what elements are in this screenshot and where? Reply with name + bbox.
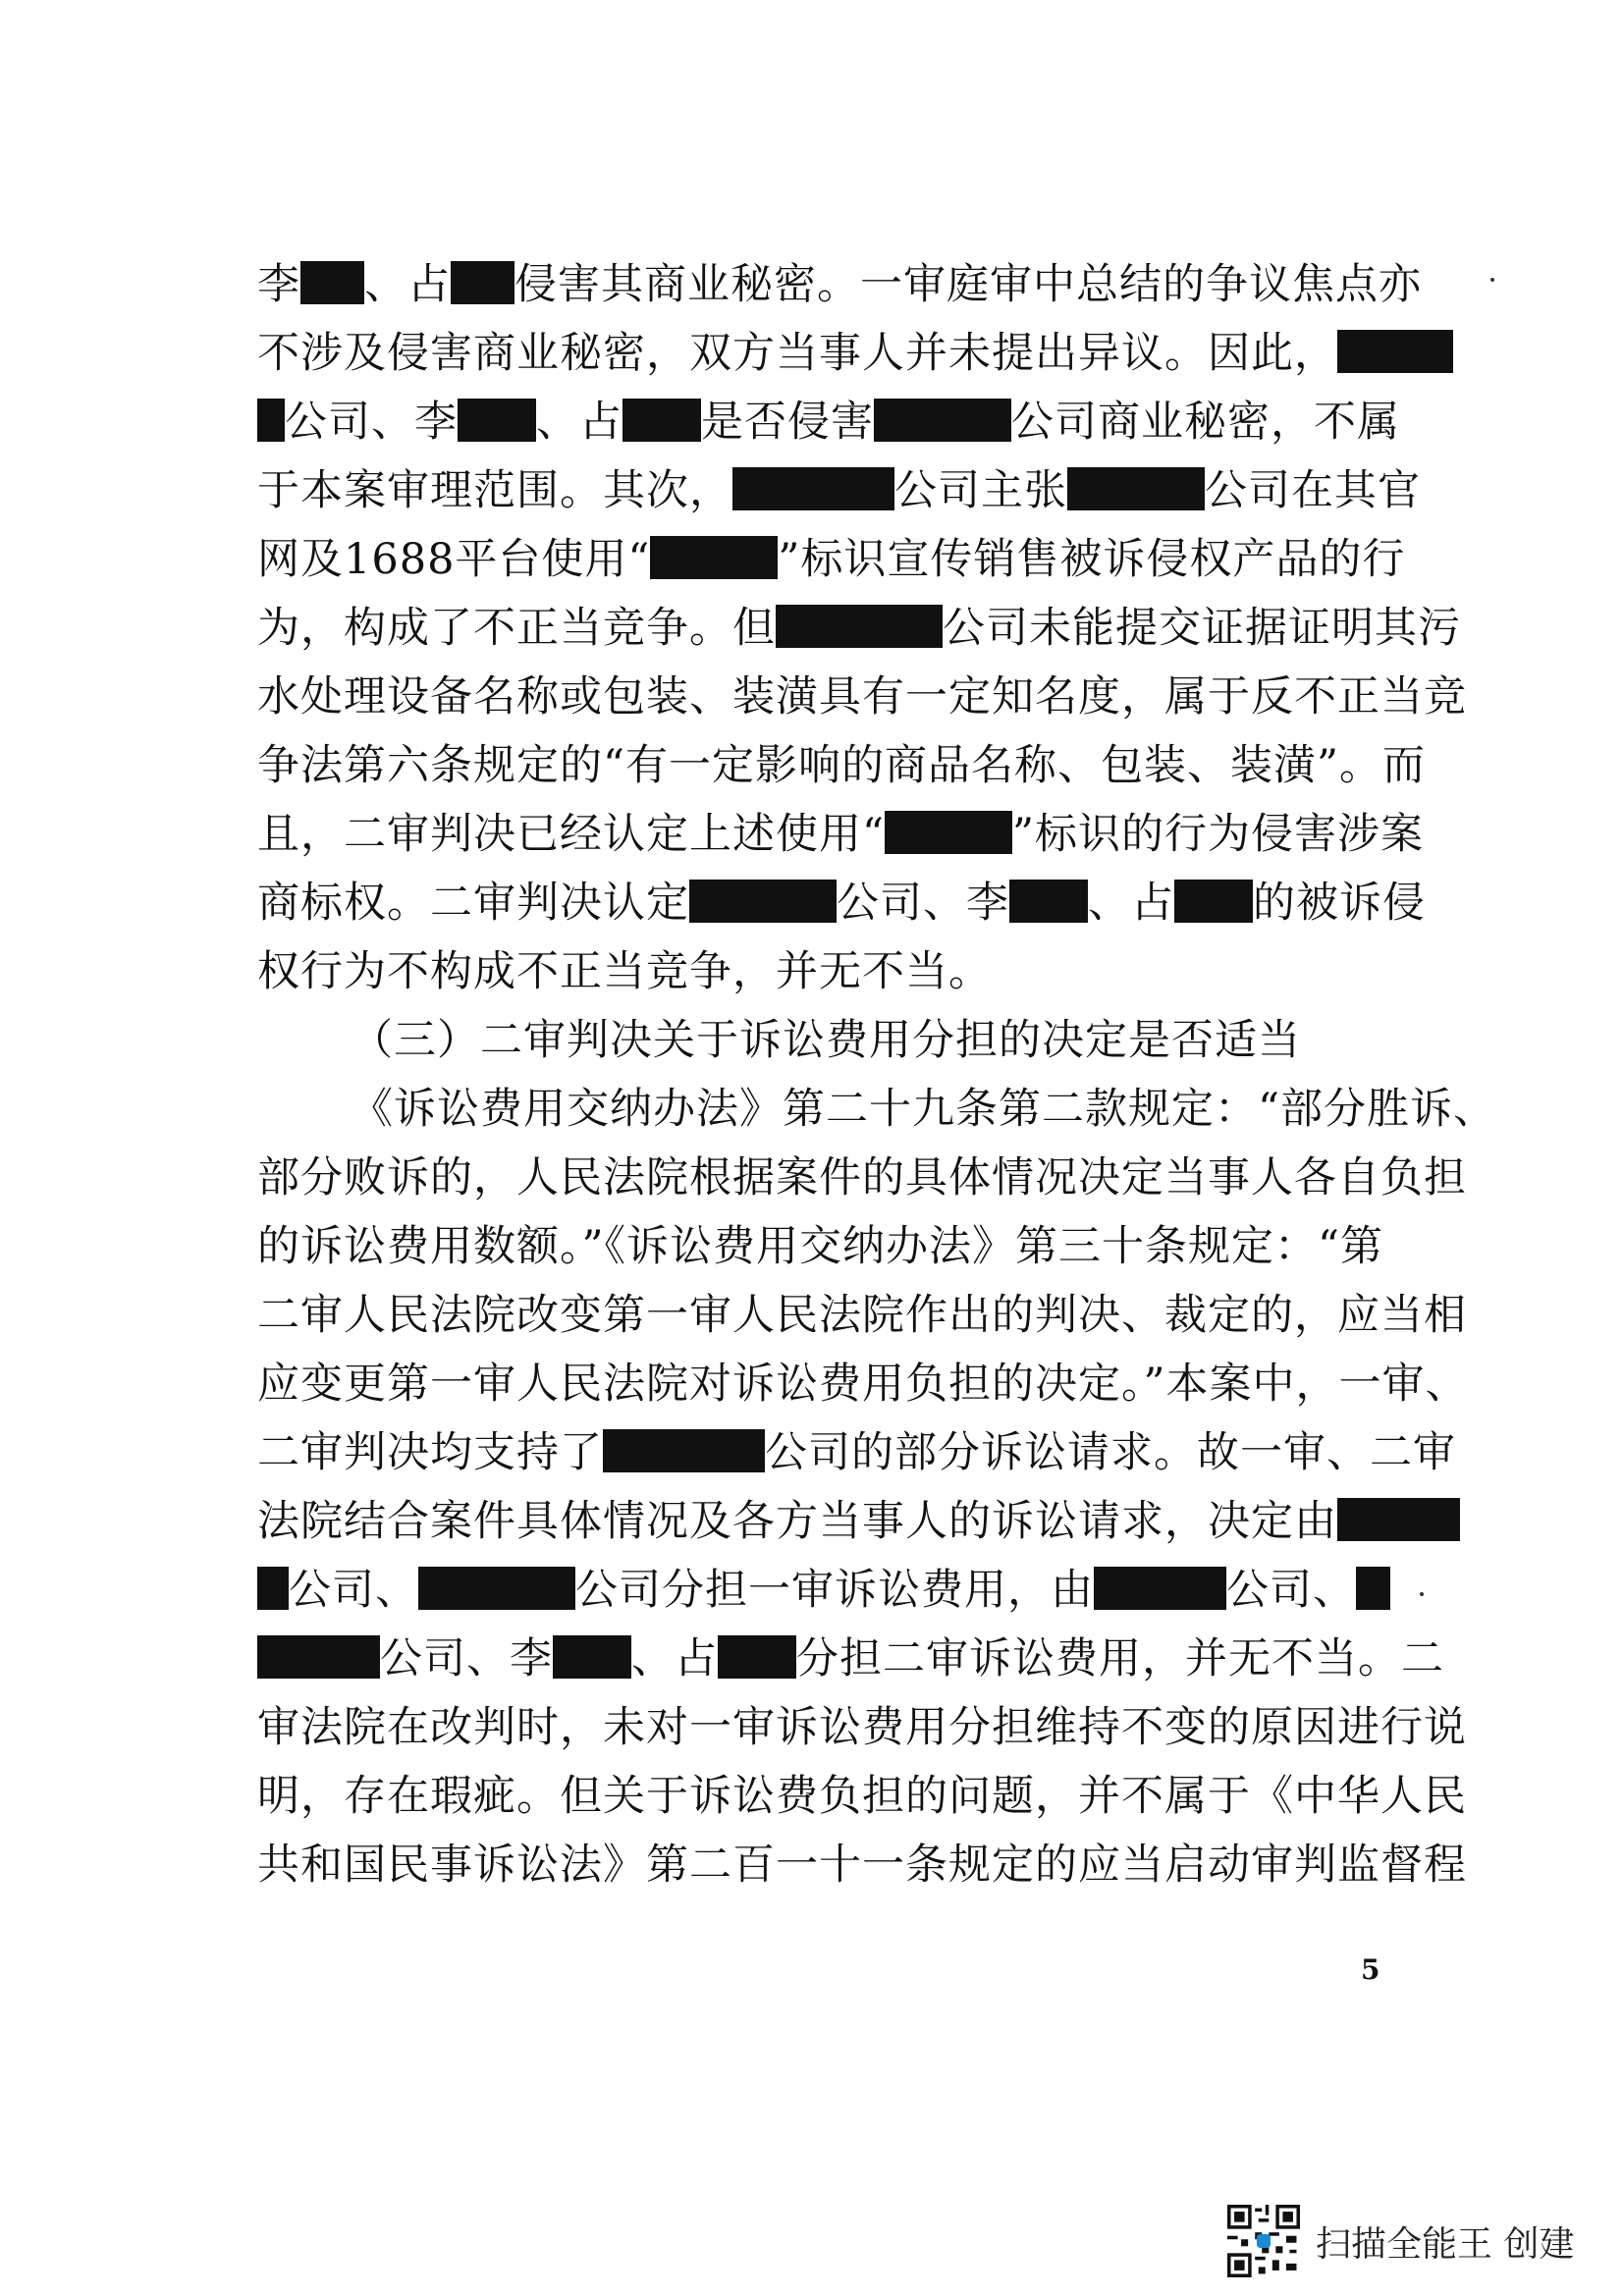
text-run: 公司商业秘密，不属 [1011,398,1400,447]
text-run: 争法第六条规定的“有一定影响的商品名称、包装、装潢”。而 [257,741,1426,790]
text-run: 于本案审理范围。其次， [257,466,732,515]
text-run: 为，构成了不正当竞争。但 [257,604,776,653]
text-line [257,869,1426,937]
text-run: （三）二审判决关于诉讼费用分担的决定是否适当 [351,1016,1301,1065]
scan-speck [1420,1592,1424,1596]
redaction-bar [553,1635,631,1679]
text-run: 水处理设备名称或包装、装潢具有一定知名度，属于反不正当竞 [257,672,1467,721]
redaction-bar [458,399,536,442]
redaction-bar [418,1567,575,1610]
text-run: 分担二审诉讼费用，并无不当。二 [796,1634,1444,1683]
text-line [257,1625,1444,1693]
text-run: 的诉讼费用数额。”《诉讼费用交纳办法》第三十条规定：“第 [257,1222,1383,1271]
text-line [351,1006,1509,1075]
text-run: 法院结合案件具体情况及各方当事人的诉讼请求，决定由 [257,1497,1337,1546]
text-line [257,937,1416,1006]
page-number: 5 [1361,1953,1380,1986]
text-run: 公司在其官 [1205,466,1421,515]
redaction-bar [1356,1567,1390,1610]
text-line [257,1556,1416,1625]
text-run: 、占 [536,398,622,447]
redaction-bar [689,880,837,923]
redaction-bar [257,1635,380,1679]
redaction-bar [300,261,364,304]
text-run: ”标识的行为侵害涉案 [1011,810,1424,859]
scan-speck [1490,278,1494,282]
text-run: 商标权。二审判决认定 [257,879,689,928]
redaction-bar [650,536,778,579]
text-line [257,456,1421,525]
text-run: 部分败诉的，人民法院根据案件的具体情况决定当事人各自负担 [257,1153,1467,1202]
text-line [257,1831,1467,1899]
text-line [257,319,1416,388]
redaction-bar [718,1635,796,1679]
text-run: 审法院在改判时，未对一审诉讼费用分担维持不变的原因进行说 [257,1703,1467,1752]
text-run: 二审人民法院改变第一审人民法院作出的判决、裁定的，应当相 [257,1291,1467,1340]
text-run: 网及1688平台使用“ [257,535,651,584]
text-run: 、占 [364,260,451,309]
text-run: 公司未能提交证据证明其污 [943,604,1461,653]
text-line [257,663,1467,731]
redaction-bar [1067,467,1205,510]
text-line [257,594,1461,663]
text-line [257,525,1416,594]
text-run: 不涉及侵害商业秘密，双方当事人并未提出异议。因此， [257,329,1337,378]
redaction-bar [1337,1498,1460,1541]
text-run: 公司主张 [894,466,1067,515]
qr-code-icon [1227,2205,1300,2277]
text-run: 公司、李 [380,1634,553,1683]
text-run: 《诉讼费用交纳办法》第二十九条第二款规定：“部分胜诉、 [351,1085,1496,1134]
text-run: 的被诉侵 [1253,879,1426,928]
watermark-text: 扫描全能王 创建 [1316,2223,1575,2265]
text-line [257,1762,1467,1831]
text-run: 公司分担一审诉讼费用，由 [575,1566,1094,1615]
text-run: 应变更第一审人民法院对诉讼费用负担的决定。”本案中，一审、 [257,1360,1469,1409]
scanner-watermark [1227,2202,1574,2280]
text-run: 且，二审判决已经认定上述使用“ [257,810,885,859]
text-line [257,1212,1416,1281]
text-line [257,388,1416,456]
redaction-bar [776,605,943,648]
text-line [257,1487,1416,1556]
redaction-bar [603,1429,765,1472]
text-run: 李 [257,260,300,309]
text-run: ”标识宣传销售被诉侵权产品的行 [778,535,1406,584]
text-line [257,1281,1467,1350]
redaction-bar [622,399,701,442]
text-run: 二审判决均支持了 [257,1428,603,1477]
text-run: 、占 [631,1634,718,1683]
redaction-bar [1009,880,1088,923]
text-line [257,1350,1469,1418]
text-line [257,1418,1456,1487]
text-line [257,250,1422,319]
text-run: 公司、 [289,1566,418,1615]
text-run: 公司的部分诉讼请求。故一审、二审 [765,1428,1456,1477]
text-line [257,1693,1467,1762]
text-run: 明，存在瑕疵。但关于诉讼费负担的问题，并不属于《中华人民 [257,1772,1467,1821]
redaction-bar [885,811,1012,854]
text-line [351,1075,1509,1144]
redaction-bar [257,399,285,442]
text-line [257,800,1424,869]
redaction-bar [1174,880,1253,923]
redaction-bar [874,399,1011,442]
redaction-bar [1094,1567,1226,1610]
text-line [257,1144,1467,1212]
redaction-bar [451,261,514,304]
text-run: 侵害其商业秘密。一审庭审中总结的争议焦点亦 [514,260,1422,309]
redaction-bar [732,467,894,510]
text-run: 公司、 [1226,1566,1356,1615]
redaction-bar [1337,330,1453,373]
text-run: 公司、李 [285,398,458,447]
redaction-bar [257,1567,289,1610]
text-run: 权行为不构成不正当竞争，并无不当。 [257,947,992,996]
text-run: 公司、李 [837,879,1009,928]
text-run: 是否侵害 [701,398,874,447]
text-line [257,731,1426,800]
text-run: 、占 [1088,879,1174,928]
text-run: 共和国民事诉讼法》第二百一十一条规定的应当启动审判监督程 [257,1841,1467,1890]
